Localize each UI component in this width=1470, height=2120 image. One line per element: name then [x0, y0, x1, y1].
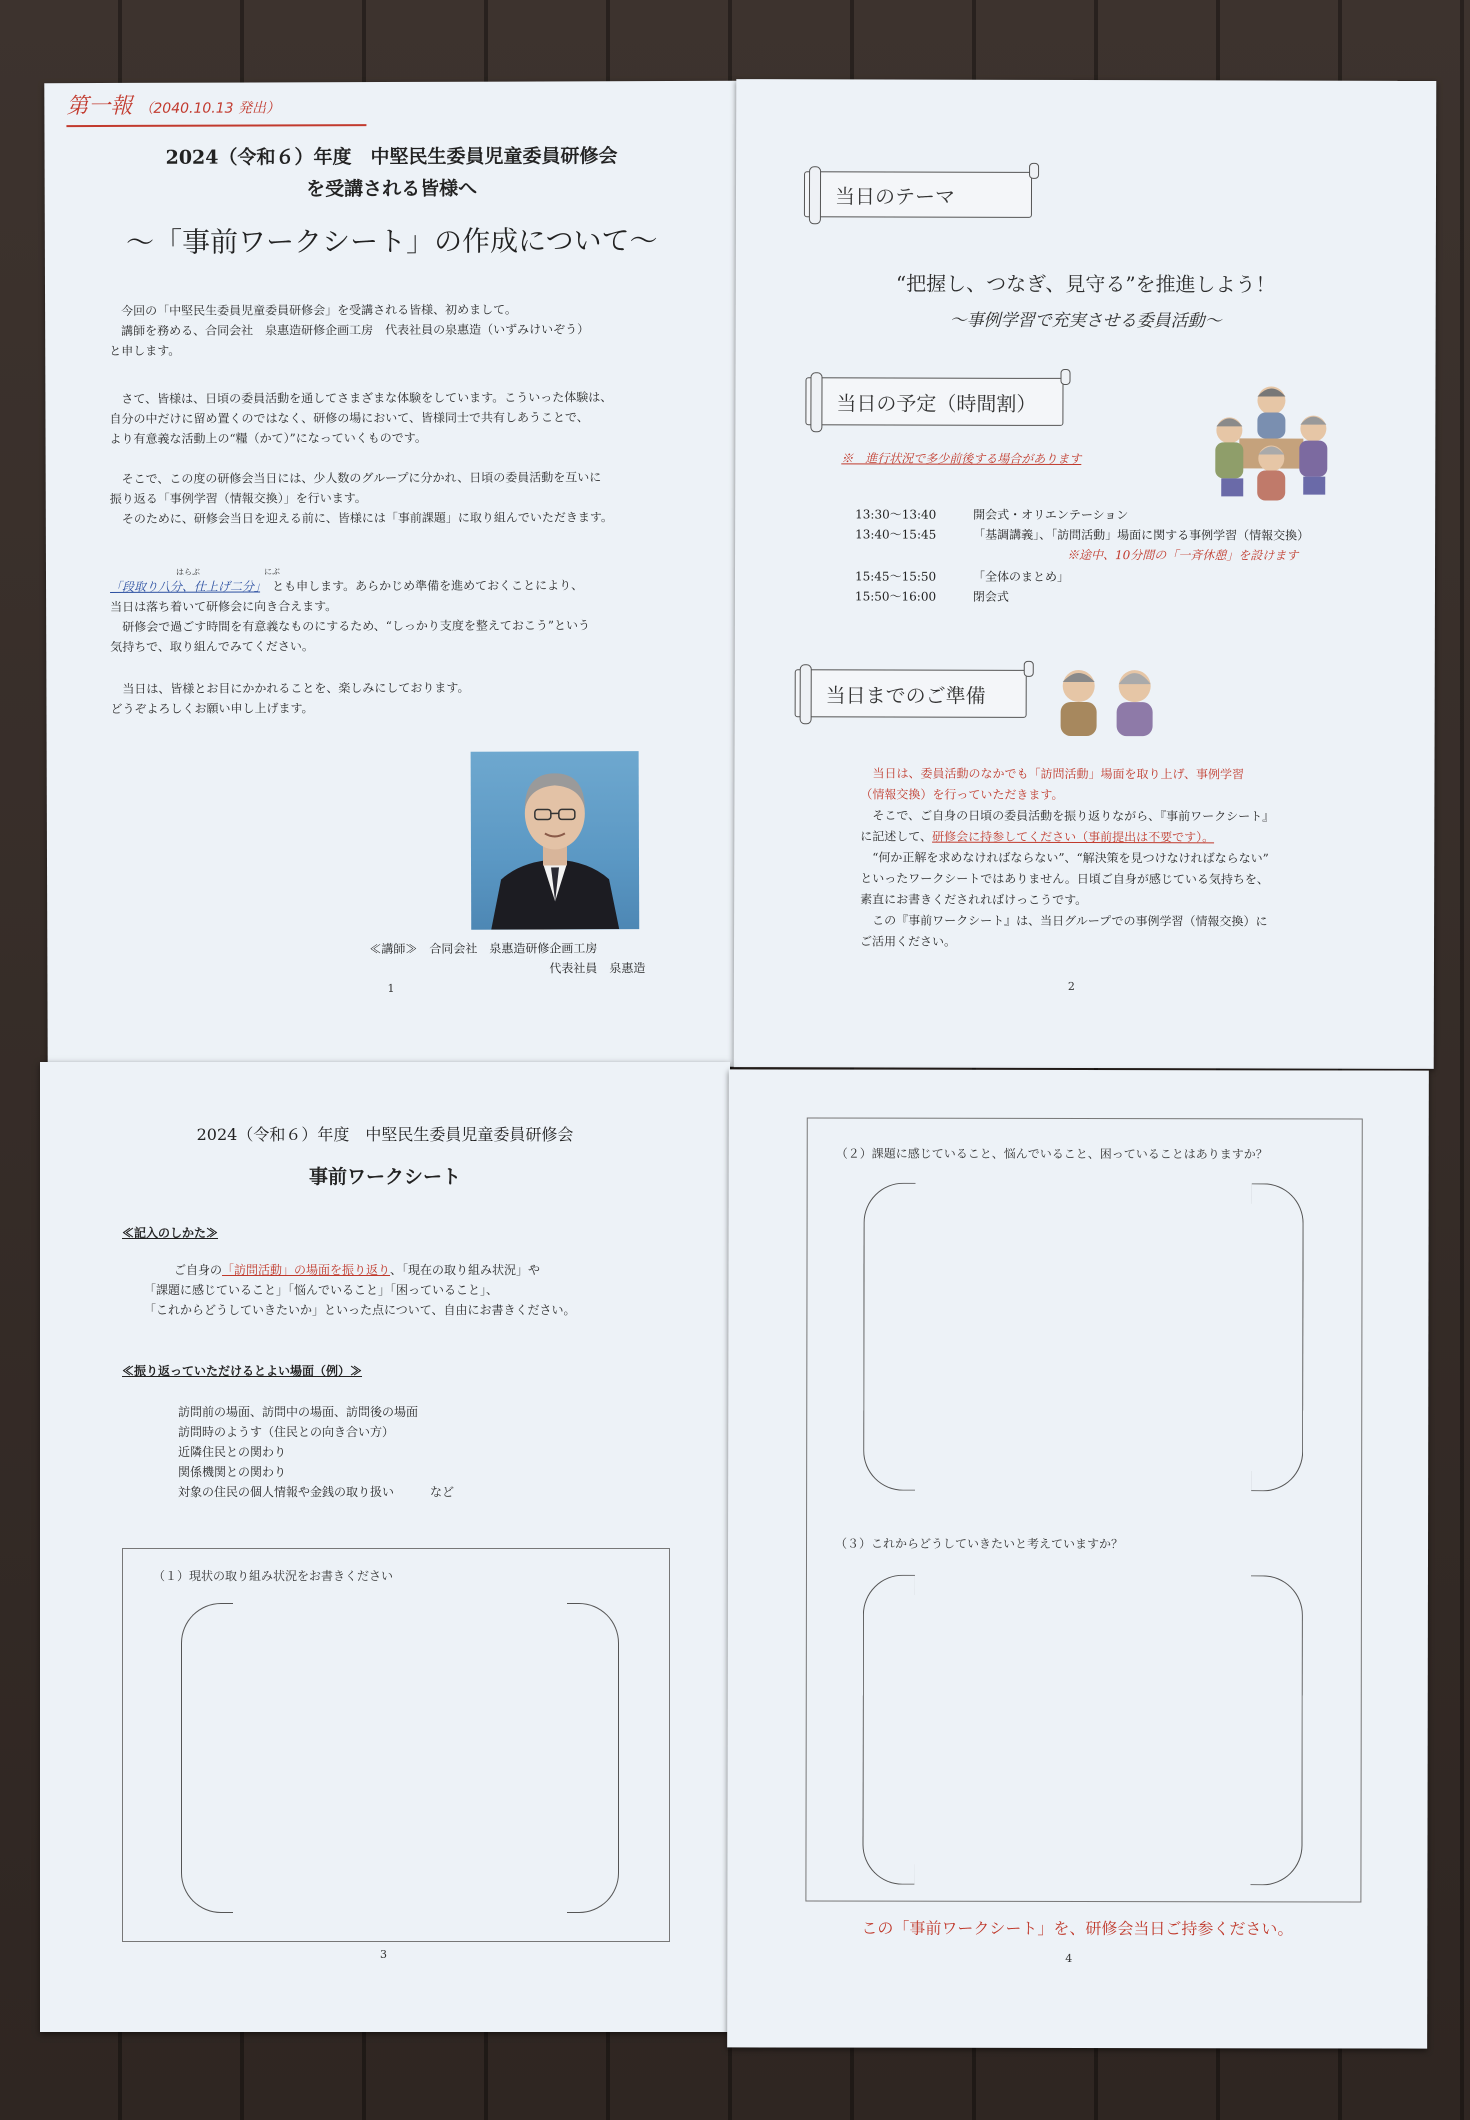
page1-title-line1: 2024（令和６）年度 中堅民生委員児童委員研修会	[165, 145, 618, 169]
page3-title-line1: 2024（令和６）年度 中堅民生委員児童委員研修会	[196, 1125, 574, 1144]
schedule-table	[855, 505, 1415, 608]
list-item: 訪問前の場面、訪問中の場面、訪問後の場面	[178, 1405, 419, 1419]
examples-list	[178, 1402, 658, 1502]
handwritten-stamp	[66, 88, 366, 127]
text-line: 「課題に感じていること」「悩んでいること」「困っていること」、	[144, 1283, 499, 1297]
text-line: 気持ちで、取り組んでみてください。	[110, 639, 314, 654]
schedule-label	[805, 377, 1063, 426]
howto-label: ≪記入のしかた≫	[122, 1226, 219, 1240]
list-item: 対象の住民の個人情報や金銭の取り扱い など	[178, 1485, 455, 1499]
schedule-label-text: 当日の予定（時間割）	[836, 390, 1037, 416]
text-line: 素直にお書きくだされればけっこうです。	[860, 892, 1088, 908]
prep-label	[795, 669, 1027, 718]
ruby-text: はらぶ	[175, 567, 201, 577]
text-line: 当日は、皆様とお目にかかれることを、楽しみにしております。	[122, 680, 470, 696]
howto-highlight: 「訪問活動」の場面を振り返り	[222, 1263, 391, 1277]
proverb-paragraph	[110, 575, 710, 657]
closing-paragraph	[110, 677, 710, 719]
text-line: といったワークシートではありません。日頃ご自身が感じている気持ちを、	[860, 871, 1269, 887]
examples-label: ≪振り返っていただけるとよい場面（例）≫	[122, 1364, 363, 1378]
text-line: より有意義な活動上の“糧（かて）”になっていくものです。	[109, 430, 427, 446]
experience-paragraph	[109, 387, 709, 449]
text-line: 、「現在の取り組み状況」や	[390, 1263, 541, 1277]
bracket-right	[567, 1603, 619, 1913]
text-line: 振り返る「事例学習（情報交換）」を行います。	[109, 491, 367, 506]
question-3: （３）これからどうしていきたいと考えていますか？	[835, 1536, 1124, 1552]
break-note: ※途中、10分間の「一斉休憩」を設けます	[1067, 547, 1299, 563]
bracket-left[interactable]	[863, 1183, 916, 1491]
question-1: （１）現状の取り組み状況をお書きください	[153, 1569, 394, 1583]
schedule-row	[855, 505, 1415, 526]
page1-title-line2: を受講される皆様へ	[306, 177, 478, 201]
text-line: 自分の中だけに留め置くのではなく、研修の場において、皆様同士で共有しあうことで、	[109, 410, 589, 426]
bring-worksheet-note: 研修会に持参してください（事前提出は不要です）。	[932, 829, 1215, 845]
text-line: ご活用ください。	[860, 934, 957, 949]
page-number: 3	[380, 1948, 387, 1961]
stamp-text: 第一報	[66, 93, 133, 120]
text-line: 「これからどうしていきたいか」といった点について、自由にお書きください。	[144, 1303, 576, 1317]
page-number: 4	[1065, 1951, 1073, 1965]
text-line: そこで、この度の研修会当日には、少人数のグループに分かれ、日頃の委員活動を互いに	[121, 470, 602, 486]
ruby-text: にぶ	[263, 567, 281, 577]
text-line: 講師を務める、合同会社 泉惠造研修企画工房 代表社員の泉惠造（いずみけいぞう）	[121, 322, 590, 338]
schedule-row	[855, 525, 1415, 546]
instructor-photo	[471, 751, 640, 930]
text-line: ご自身の	[174, 1263, 223, 1277]
list-item: 関係機関との関わり	[178, 1465, 287, 1479]
meeting-illustration	[1205, 378, 1339, 504]
schedule-row	[855, 587, 1415, 608]
schedule-time: 13:40～15:45	[855, 527, 937, 542]
schedule-item: 閉会式	[972, 589, 1009, 604]
elders-illustration	[1053, 662, 1163, 742]
text-line: どうぞよろしくお願い申し上げます。	[110, 701, 314, 716]
schedule-time: 15:50～16:00	[854, 589, 937, 604]
text-line: と申します。	[109, 343, 181, 358]
page-1	[44, 81, 741, 1069]
text-line: この『事前ワークシート』は、当日グループでの事例学習（情報交換）に	[872, 913, 1268, 929]
text-line: 研修会で過ごす時間を有意義なものにするため、“しっかり支度を整えておこう”という	[122, 618, 590, 634]
answer-box-q1[interactable]	[122, 1548, 670, 1942]
schedule-time: 13:30～13:40	[855, 507, 937, 522]
bracket-left	[181, 1603, 233, 1913]
question-2: （２）課題に感じていること、悩んでいること、困っていることはありますか？	[835, 1146, 1268, 1162]
schedule-item: 「基調講義」、「訪問活動」場面に関する事例学習（情報交換）	[973, 527, 1310, 543]
text-line: “何か正解を求めなければならない”、“解決策を見つけなければならない”	[872, 850, 1269, 866]
text-line: （情報交換）を行っていただきます。	[860, 787, 1064, 802]
prep-paragraph	[860, 763, 1400, 953]
text-line: 当日は落ち着いて研修会に向き合えます。	[110, 599, 338, 614]
bracket-right	[1250, 1575, 1303, 1885]
schedule-item: 開会式・オリエンテーション	[973, 507, 1129, 523]
text-line: そこで、ご自身の日頃の委員活動を振り返りながら、『事前ワークシート』	[872, 808, 1275, 824]
theme-main: “把握し、つなぎ、見守る”を推進しよう！	[895, 271, 1276, 297]
schedule-item: 「全体のまとめ」	[972, 569, 1070, 584]
page-2	[734, 79, 1437, 1069]
stamp-date: （2040.10.13 発出）	[139, 100, 281, 117]
list-item: 訪問時のようす（住民との向き合い方）	[178, 1425, 395, 1439]
text-line: とも申します。あらかじめ準備を進めておくことにより、	[272, 578, 584, 594]
footer-note: この「事前ワークシート」を、研修会当日ご持参ください。	[861, 1918, 1294, 1939]
page-number: 2	[1067, 979, 1075, 993]
schedule-note: ※ 進行状況で多少前後する場合があります	[841, 451, 1082, 466]
page-4	[727, 1069, 1429, 2048]
page1-title-line3: ～「事前ワークシート」の作成について～	[126, 224, 658, 259]
bracket-right	[1251, 1183, 1304, 1491]
text-line: 今回の「中堅民生委員児童委員研修会」を受講される皆様、初めまして。	[121, 302, 517, 318]
intro-paragraph	[109, 299, 709, 361]
schedule-row	[855, 567, 1415, 588]
theme-label-text: 当日のテーマ	[834, 183, 956, 209]
text-line: さて、皆様は、日頃の委員活動を通してさまざまな体験をしています。こういった体験は、	[121, 390, 613, 406]
text-line: に記述して、	[860, 829, 933, 844]
theme-label	[804, 171, 1032, 218]
list-item: 近隣住民との関わり	[178, 1445, 287, 1459]
proverb-quote: 「段取り八分、仕上げ二分」	[110, 579, 261, 594]
workshop-paragraph	[110, 467, 710, 529]
text-line: 当日は、委員活動のなかでも「訪問活動」場面を取り上げ、事例学習	[872, 766, 1245, 782]
bracket-left[interactable]	[862, 1575, 915, 1885]
howto-paragraph	[144, 1260, 704, 1320]
text-line: そのために、研修会当日を迎える前に、皆様には「事前課題」に取り組んでいただきます。	[121, 510, 613, 526]
answer-frame	[805, 1118, 1362, 1903]
photo-caption-line1: ≪講師≫ 合同会社 泉惠造研修企画工房	[369, 941, 598, 957]
page-3	[40, 1062, 730, 2032]
photo-caption-line2: 代表社員 泉惠造	[549, 961, 646, 976]
worksheet-title: 事前ワークシート	[308, 1166, 461, 1188]
page-number: 1	[387, 981, 395, 996]
prep-label-text: 当日までのご準備	[825, 682, 986, 708]
schedule-time: 15:45～15:50	[854, 569, 937, 584]
theme-subtitle: ～事例学習で充実させる委員活動～	[949, 310, 1222, 332]
